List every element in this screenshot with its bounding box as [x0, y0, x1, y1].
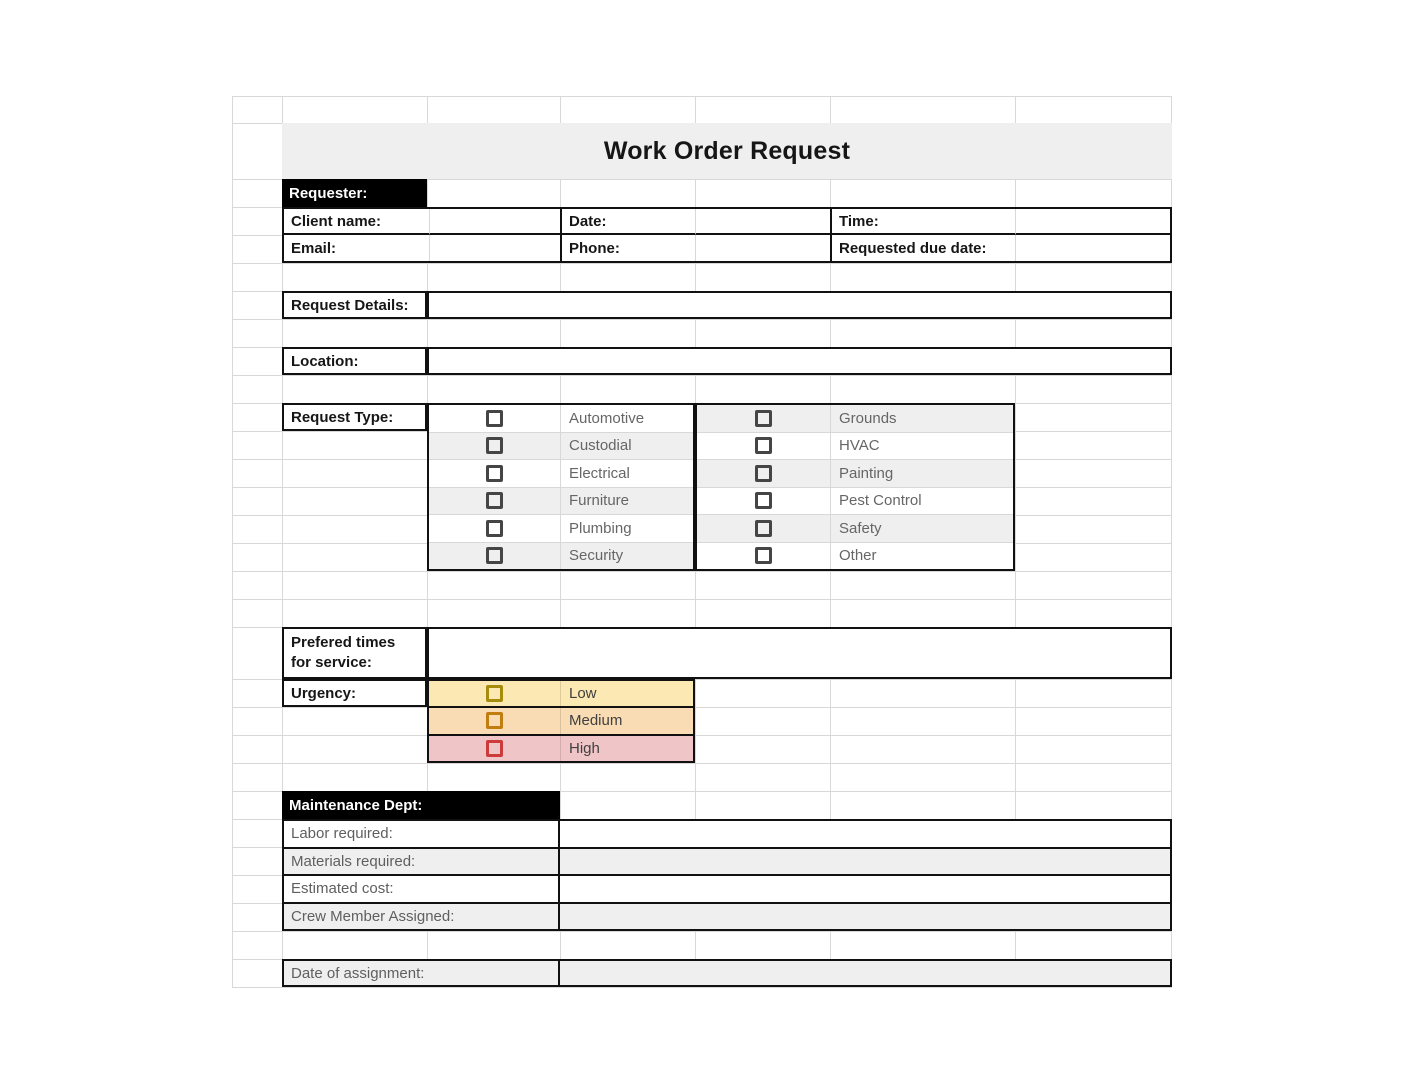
date-of-assignment-input[interactable] [560, 961, 1170, 985]
email-input[interactable] [429, 235, 560, 261]
electrical-label: Electrical [560, 460, 693, 487]
work-order-sheet [232, 96, 1172, 988]
date-label: Date: [560, 209, 695, 235]
urgency-medium-label: Medium [560, 708, 693, 733]
option-row-electrical [429, 460, 693, 488]
preferred-times-input[interactable] [427, 627, 1172, 679]
crew-member-label: Crew Member Assigned: [284, 904, 560, 930]
date-of-assignment-row [282, 959, 1172, 987]
plumbing-checkbox-icon[interactable] [486, 520, 503, 537]
time-label: Time: [830, 209, 1015, 235]
custodial-checkbox-icon[interactable] [486, 437, 503, 454]
requested-due-date-label: Requested due date: [830, 235, 1015, 261]
urgency-label: Urgency: [282, 679, 427, 707]
safety-checkbox-icon[interactable] [755, 520, 772, 537]
safety-label: Safety [830, 515, 1013, 542]
option-row-plumbing [429, 515, 693, 543]
materials-required-input[interactable] [560, 849, 1170, 875]
phone-input[interactable] [695, 235, 830, 261]
maintenance-dept-header: Maintenance Dept: [282, 791, 560, 819]
request-details-label: Request Details: [282, 291, 427, 319]
grounds-label: Grounds [830, 405, 1013, 432]
request-type-left-group [427, 403, 695, 571]
hvac-checkbox-icon[interactable] [755, 437, 772, 454]
other-checkbox-icon[interactable] [755, 547, 772, 564]
security-checkbox-icon[interactable] [486, 547, 503, 564]
option-row-security [429, 543, 693, 570]
estimated-cost-label: Estimated cost: [284, 876, 560, 902]
location-label: Location: [282, 347, 427, 375]
option-row-hvac [697, 433, 1013, 461]
urgency-row-medium [429, 706, 693, 733]
estimated-cost-input[interactable] [560, 876, 1170, 902]
phone-label: Phone: [560, 235, 695, 261]
urgency-block [427, 679, 695, 763]
estimated-cost-row [284, 874, 1170, 902]
electrical-checkbox-icon[interactable] [486, 465, 503, 482]
painting-label: Painting [830, 460, 1013, 487]
urgency-low-checkbox-icon[interactable] [486, 685, 503, 702]
request-type-right-group [695, 403, 1015, 571]
email-label: Email: [291, 239, 337, 257]
urgency-high-checkbox-icon[interactable] [486, 740, 503, 757]
grounds-checkbox-icon[interactable] [755, 410, 772, 427]
preferred-times-line1: Prefered times [291, 634, 396, 651]
page-title: Work Order Request [282, 123, 1172, 179]
option-row-painting [697, 460, 1013, 488]
crew-member-row [284, 902, 1170, 930]
option-row-furniture [429, 488, 693, 516]
hvac-label: HVAC [830, 433, 1013, 460]
location-input[interactable] [427, 347, 1172, 375]
option-row-pest-control [697, 488, 1013, 516]
automotive-checkbox-icon[interactable] [486, 410, 503, 427]
crew-member-input[interactable] [560, 904, 1170, 930]
materials-required-row [284, 847, 1170, 875]
maintenance-table [282, 819, 1172, 931]
date-of-assignment-label: Date of assignment: [284, 961, 560, 985]
urgency-row-high [429, 734, 693, 761]
plumbing-label: Plumbing [560, 515, 693, 542]
preferred-times-line2: for service: [291, 654, 372, 671]
labor-required-row [284, 821, 1170, 847]
time-input[interactable] [1015, 209, 1170, 235]
materials-required-label: Materials required: [284, 849, 560, 875]
request-type-label: Request Type: [282, 403, 427, 431]
labor-required-input[interactable] [560, 821, 1170, 847]
client-name-input[interactable] [429, 209, 560, 235]
security-label: Security [560, 543, 693, 570]
pest-control-label: Pest Control [830, 488, 1013, 515]
preferred-times-label [282, 627, 427, 679]
contact-info-box [282, 207, 1172, 263]
pest-control-checkbox-icon[interactable] [755, 492, 772, 509]
furniture-checkbox-icon[interactable] [486, 492, 503, 509]
urgency-high-label: High [560, 736, 693, 761]
request-details-input[interactable] [427, 291, 1172, 319]
option-row-safety [697, 515, 1013, 543]
requested-due-date-input[interactable] [1015, 235, 1170, 261]
option-row-custodial [429, 433, 693, 461]
client-name-label: Client name: [284, 209, 429, 235]
requester-header: Requester: [282, 179, 427, 207]
urgency-medium-checkbox-icon[interactable] [486, 712, 503, 729]
option-row-grounds [697, 405, 1013, 433]
urgency-low-label: Low [560, 681, 693, 706]
furniture-label: Furniture [560, 488, 693, 515]
date-input[interactable] [695, 209, 830, 235]
option-row-other [697, 543, 1013, 570]
other-label: Other [830, 543, 1013, 570]
option-row-automotive [429, 405, 693, 433]
painting-checkbox-icon[interactable] [755, 465, 772, 482]
urgency-row-low [429, 681, 693, 706]
labor-required-label: Labor required: [284, 821, 560, 847]
custodial-label: Custodial [560, 433, 693, 460]
automotive-label: Automotive [560, 405, 693, 432]
